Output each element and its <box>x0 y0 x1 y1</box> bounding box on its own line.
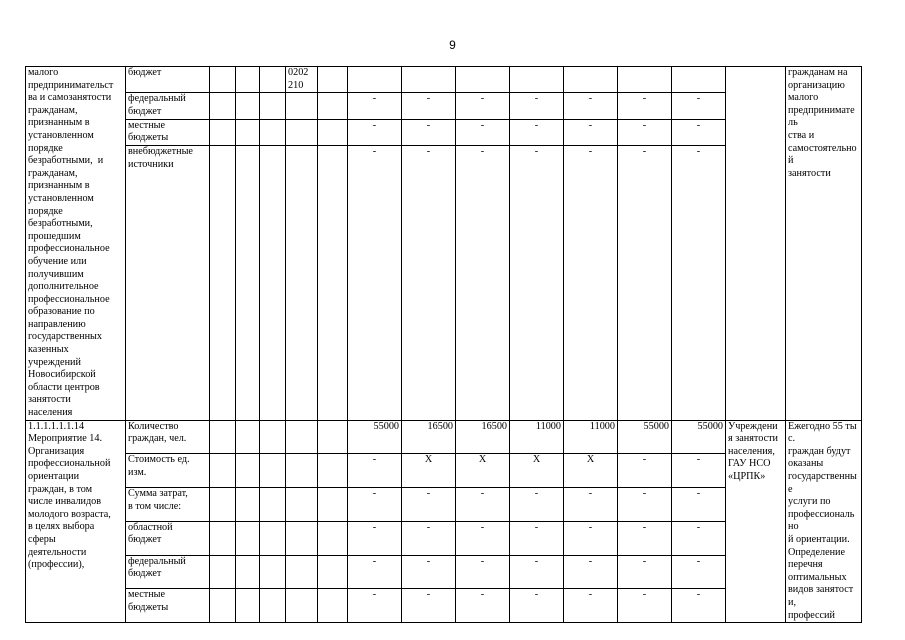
indicator-cell: местные бюджеты <box>126 589 210 623</box>
table-row: 1.1.1.1.1.1.14 Мероприятие 14. Организация профессиональной ориентации граждан, в том числе инвалидов молодого возраста, в целях выбора сферы деятельности (профессии), Количество граждан, чел. 55000 16500 16500 11000 11000 55000 55000 Учреждени я занятости населения, ГАУ НСО «ЦРПК» Ежегодно 55 тыс. граждан будут оказаны государственные услуги по профессионально й ориентации. Определение перечня оптимальных видов занятости, профессий <box>26 420 862 454</box>
table-row: областной бюджет - - - - - - - <box>26 521 862 555</box>
indicator-cell: Сумма затрат, в том числе: <box>126 488 210 522</box>
indicator-cell: федеральный бюджет <box>126 555 210 589</box>
table-row: федеральный бюджет - - - - - - - <box>26 555 862 589</box>
program-activities-table <box>25 66 862 623</box>
page-number: 9 <box>449 38 456 52</box>
table-row: внебюджетные источники - - - - - - - <box>26 146 862 420</box>
indicator-cell: Количество граждан, чел. <box>126 420 210 454</box>
table-row <box>26 67 862 93</box>
executor-cell: Учреждени я занятости населения, ГАУ НСО «ЦРПК» <box>726 420 786 623</box>
table-row: местные бюджеты - - - - - - - <box>26 119 862 145</box>
indicator-cell: областной бюджет <box>126 521 210 555</box>
funding-source-cell: местные бюджеты <box>126 119 210 145</box>
table-row: Сумма затрат, в том числе: - - - - - - - <box>26 488 862 522</box>
funding-source-cell: внебюджетные источники <box>126 146 210 420</box>
funding-source-cell: федеральный бюджет <box>126 93 210 119</box>
table-row: Стоимость ед. изм. - Х Х Х Х - - <box>26 454 862 488</box>
expected-result-cell: гражданам на организацию малого предприниматель ства и самостоятельной занятости <box>786 67 862 421</box>
activity-name-cell: малого предпринимательст ва и самозанятости гражданам, признанным в установленном порядке безработными, и гражданам, признанным в установленном порядке безработными, прошедшим профессиональное обучение или получившим дополнительное профессиональное образование по направлению государственных казенных учреждений Новосибирской области центров занятости населения <box>26 67 126 421</box>
table-row: местные бюджеты - - - - - - - <box>26 589 862 623</box>
indicator-cell: Стоимость ед. изм. <box>126 454 210 488</box>
funding-source-cell: бюджет <box>126 67 210 93</box>
activity-name-cell: 1.1.1.1.1.1.14 Мероприятие 14. Организация профессиональной ориентации граждан, в том числе инвалидов молодого возраста, в целях выбора сферы деятельности (профессии), <box>26 420 126 623</box>
executor-cell <box>726 67 786 421</box>
expected-result-cell: Ежегодно 55 тыс. граждан будут оказаны государственные услуги по профессионально й ориентации. Определение перечня оптимальных видов занятости, профессий <box>786 420 862 623</box>
budget-code-cell: 0202 210 <box>286 67 318 93</box>
table-row: федеральный бюджет - - - - - - - <box>26 93 862 119</box>
